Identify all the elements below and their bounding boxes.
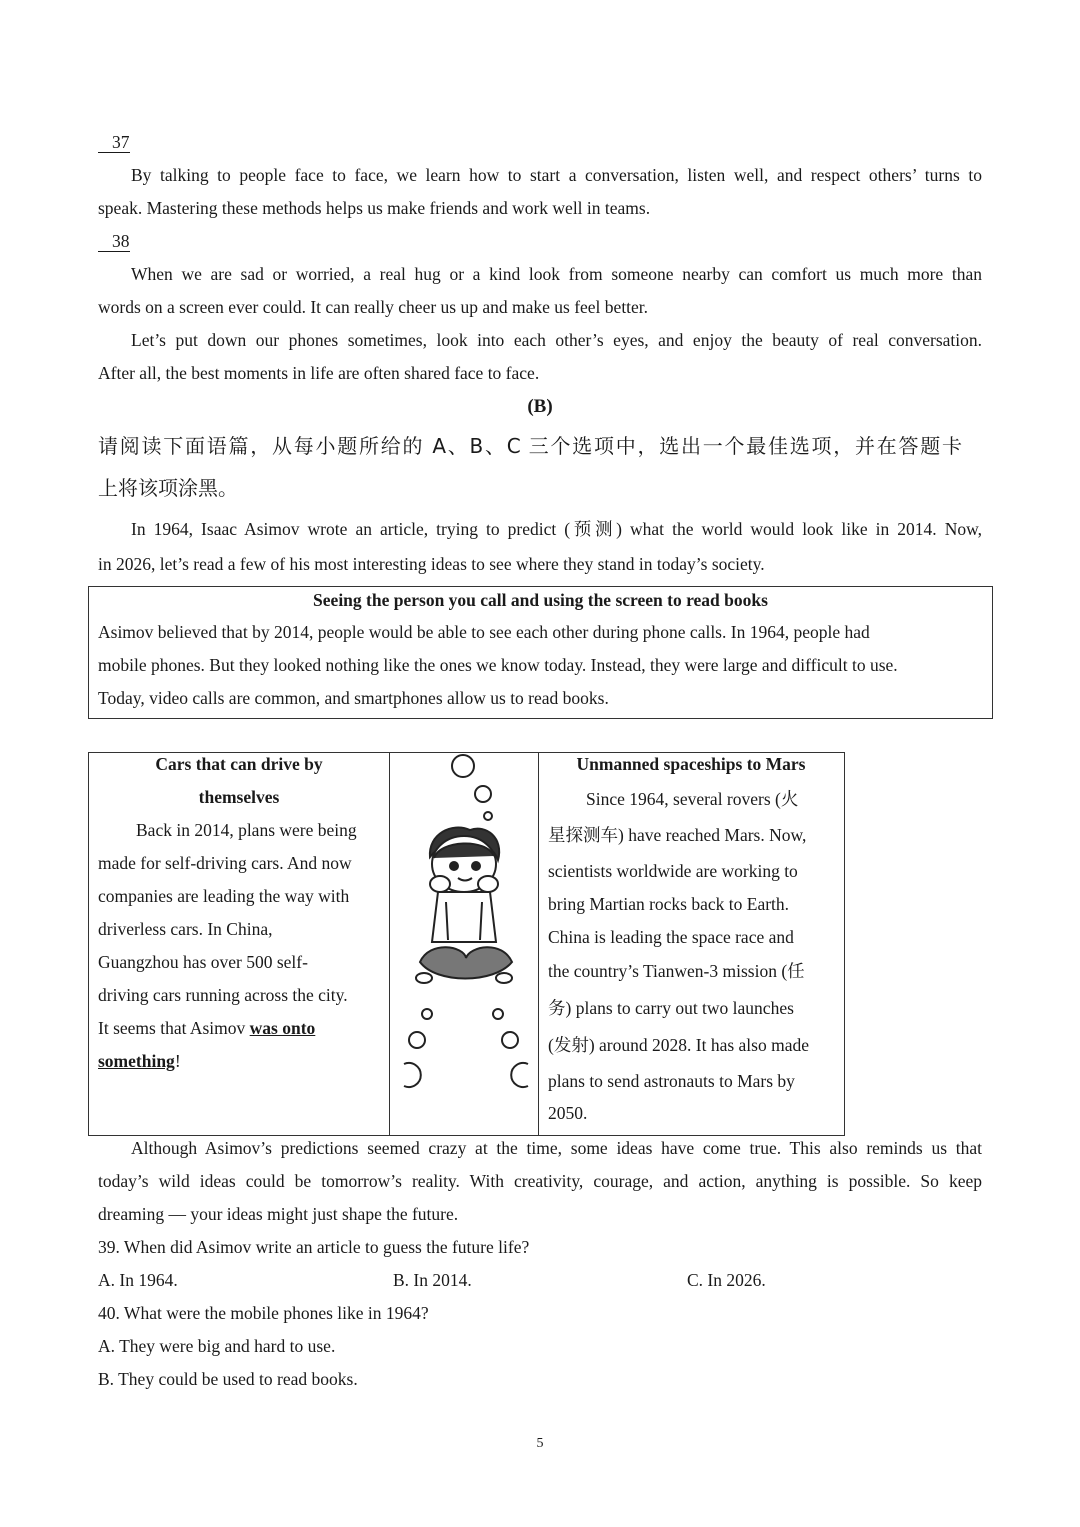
mars-line-8: (发射) around 2028. It has also made (548, 1035, 809, 1055)
cars-line-6: driving cars running across the city. (98, 985, 348, 1005)
bubble-icon (409, 1032, 425, 1048)
mars-line-6: the country’s Tianwen-3 mission (任 (548, 961, 805, 981)
cars-title-line-1: Cars that can drive by (155, 754, 323, 774)
phone-box-title: Seeing the person you call and using the screen to read books (313, 590, 768, 610)
question-39: 39. When did Asimov write an article to guess the future life? (98, 1237, 530, 1257)
closing-paragraph-line-2: After all, the best moments in life are often shared face to face. (98, 363, 540, 383)
paragraph-38-line-2: words on a screen ever could. It can really cheer us up and make us feel better. (98, 297, 649, 317)
q40-option-a: A. They were big and hard to use. (98, 1336, 336, 1356)
bubble-icon (511, 1063, 528, 1087)
boy-illustration (390, 752, 538, 1134)
paragraph-38-line-1: When we are sad or worried, a real hug or a kind look from someone nearby can comfort us much more than (131, 264, 982, 284)
paragraph-37-line-1: By talking to people face to face, we learn how to start a conversation, listen well, and respect others’ turns to (131, 165, 982, 185)
instruction-line-1: 请阅读下面语篇，从每小题所给的 A、B、C 三个选项中，选出一个最佳选项，并在答题卡 (98, 434, 962, 458)
blank-38: 38 (98, 225, 130, 258)
conclusion-line-2: today’s wild ideas could be tomorrow’s reality. With creativity, courage, and action, anything is possible. So keep (98, 1171, 982, 1191)
cars-line-2: made for self-driving cars. And now (98, 853, 352, 873)
intro-line-1: In 1964, Isaac Asimov wrote an article, trying to predict (预测) what the world would look like in 2014. Now, (131, 519, 982, 539)
table-divider-2 (538, 752, 539, 1136)
bubble-icon (422, 1009, 432, 1019)
bubble-icon (502, 1032, 518, 1048)
bubble-icon (484, 812, 492, 820)
page-number: 5 (536, 1436, 544, 1451)
phrase-was-onto: was onto (249, 1018, 316, 1038)
cars-line-5: Guangzhou has over 500 self- (98, 952, 308, 972)
phone-box (88, 586, 993, 719)
mars-line-4: bring Martian rocks back to Earth. (548, 894, 790, 914)
mars-line-9: plans to send astronauts to Mars by (548, 1071, 795, 1091)
intro-line-2: in 2026, let’s read a few of his most interesting ideas to see where they stand in today’s society. (98, 554, 765, 574)
paragraph-37-line-2: speak. Mastering these methods helps us make friends and work well in teams. (98, 198, 651, 218)
conclusion-line-1: Although Asimov’s predictions seemed crazy at the time, some ideas have come true. This also reminds us that (131, 1138, 982, 1158)
cars-line-7: It seems that Asimov was onto (98, 1018, 316, 1038)
q40-option-b: B. They could be used to read books. (98, 1369, 358, 1389)
mars-line-3: scientists worldwide are working to (548, 861, 798, 881)
mars-line-7: 务) plans to carry out two launches (548, 998, 794, 1018)
cars-line-1: Back in 2014, plans were being (136, 820, 357, 840)
phone-box-line-3: Today, video calls are common, and smartphones allow us to read books. (98, 688, 609, 708)
section-b-heading: (B) (527, 396, 553, 417)
mars-line-5: China is leading the space race and (548, 927, 794, 947)
bubble-icon (404, 1063, 421, 1087)
cars-line-8: something! (98, 1051, 181, 1071)
q39-option-a: A. In 1964. (98, 1270, 178, 1290)
conclusion-line-3: dreaming — your ideas might just shape the future. (98, 1204, 459, 1224)
bubble-icon (493, 1009, 503, 1019)
cars-title-line-2: themselves (198, 787, 280, 807)
mars-line-10: 2050. (548, 1103, 588, 1123)
question-40: 40. What were the mobile phones like in 1964? (98, 1303, 429, 1323)
cars-line-3: companies are leading the way with (98, 886, 350, 906)
closing-paragraph-line-1: Let’s put down our phones sometimes, look into each other’s eyes, and enjoy the beauty of real conversation. (131, 330, 982, 350)
instruction-line-2: 上将该项涂黑。 (98, 476, 238, 500)
bubble-icon (475, 786, 491, 802)
mars-title: Unmanned spaceships to Mars (576, 754, 806, 774)
blank-37: 37 (98, 126, 130, 159)
mars-line-1: Since 1964, several rovers (火 (586, 789, 799, 809)
q39-option-c: C. In 2026. (687, 1270, 766, 1290)
phone-box-line-1: Asimov believed that by 2014, people would be able to see each other during phone calls. In 1964, people had (98, 622, 870, 642)
phrase-something: something (98, 1051, 175, 1071)
cars-line-4: driverless cars. In China, (98, 919, 273, 939)
mars-line-2: 星探测车) have reached Mars. Now, (548, 825, 807, 845)
bubble-icon (452, 755, 474, 777)
q39-option-b: B. In 2014. (393, 1270, 472, 1290)
phone-box-line-2: mobile phones. But they looked nothing like the ones we know today. Instead, they were large and difficult to use. (98, 655, 898, 675)
